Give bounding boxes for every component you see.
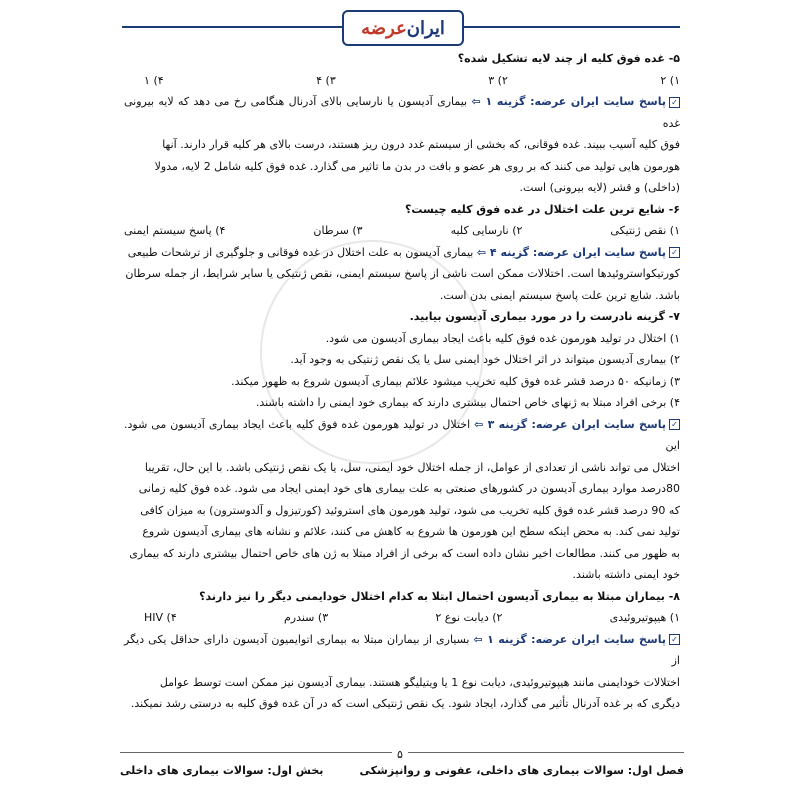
checkbox-icon: ✓ bbox=[669, 247, 680, 258]
answer-text-line: بسیاری از بیماران مبتلا به بیماری اتوایمیون آدیسون دارای حداقل یکی دیگر از bbox=[124, 632, 680, 667]
checkbox-icon: ✓ bbox=[669, 97, 680, 108]
option: ۱) ۲ bbox=[660, 73, 680, 87]
answer-text-line: خود ایمنی داشته باشند. bbox=[572, 568, 680, 581]
answer-text-line: (داخلی) و قشر (لایه بیرونی) است. bbox=[519, 181, 680, 194]
option: ۳) ۴ bbox=[316, 73, 336, 87]
footer-section: بخش اول: سوالات بیماری های داخلی bbox=[120, 764, 324, 777]
answer-label: پاسخ سایت ایران عرضه: گزینه ۱ ⇦ bbox=[471, 95, 667, 108]
option: ۴) پاسخ سیستم ایمنی bbox=[124, 224, 226, 237]
answer-text-line: که 90 درصد قشر غده فوق کلیه تخریب می شود، تولید هورمون های استروئید (کورتیزول و آلدوسترون) به میزان کافی bbox=[140, 503, 680, 517]
answer-text-line: 80درصد موارد بیماری آدیسون در کشورهای صنعتی به علت بیماری های خود ایمنی ایجاد می شود. غده فوق کلیه زمانی bbox=[138, 482, 680, 495]
option: ۲) نارسایی کلیه bbox=[450, 224, 523, 237]
checkbox-icon: ✓ bbox=[669, 419, 680, 430]
option: ۲) ۳ bbox=[488, 73, 508, 87]
footer-chapter: فصل اول: سوالات بیماری های داخلی، عفونی و روانپزشکی bbox=[359, 764, 684, 777]
question-7: ۷- گزینه نادرست را در مورد بیماری آدیسون بیابید. bbox=[409, 310, 680, 323]
option: ۳) سرطان bbox=[313, 224, 363, 237]
answer-text-line: دیگری که بر غده آدرنال تأثیر می گذارد، ایجاد شود. یک نقص ژنتیکی است که در آن غده فوق کلیه به درستی رشد نمیکند. bbox=[130, 697, 680, 710]
answer-label: پاسخ سایت ایران عرضه: گزینه ۴ ⇦ bbox=[476, 245, 666, 259]
answer-label: پاسخ سایت ایران عرضه: گزینه ۳ ⇦ bbox=[474, 417, 667, 431]
question-8-options bbox=[124, 607, 680, 629]
question-8: ۸- بیماران مبتلا به بیماری آدیسون احتمال ابتلا به کدام اختلال خودایمنی دیگر را نیز دارند؟ bbox=[199, 589, 680, 603]
question-5-options bbox=[124, 70, 680, 92]
answer-text-line: اختلال در تولید هورمون غده فوق کلیه باعث ایجاد بیماری آدیسون می شود. این bbox=[124, 417, 680, 452]
option: ۳) سندرم bbox=[283, 611, 329, 624]
footer bbox=[120, 764, 684, 777]
option: ۱) اختلال در تولید هورمون غده فوق کلیه باعث ایجاد بیماری آدیسون می شود. bbox=[325, 331, 680, 345]
header-logo-area bbox=[0, 8, 800, 48]
header-rule-left bbox=[122, 26, 342, 28]
answer-6 bbox=[124, 242, 680, 264]
option: ۳) زمانیکه ۵۰ درصد قشر غده فوق کلیه تخریب میشود علائم بیماری آدیسون شروع به ظهور میکند. bbox=[231, 374, 680, 388]
answer-text-line: هورمون هایی تولید می کنند که بر روی هر عضو و بافت در بدن ما تاثیر می گذارد. غده فوق کلیه شامل 2 لایه، مدولا bbox=[154, 159, 680, 173]
site-logo bbox=[342, 10, 464, 46]
answer-text-line: بیماری آدیسون یا نارسایی بالای آدرنال هنگامی رخ می دهد که لایه بیرونی غده bbox=[124, 95, 680, 130]
answer-text-line: تولید نمی کند. به محض اینکه سطح این هورمون ها شروع به کاهش می کنند، علائم و نشانه های بیماری آدیسون شروع bbox=[142, 525, 680, 538]
answer-text-line: فوق کلیه آسیب ببیند. غده فوقانی، که بخشی از سیستم غدد درون ریز هستند، درست بالای هر کلیه قرار دارند. آنها bbox=[162, 138, 680, 151]
answer-7 bbox=[124, 414, 680, 457]
logo-text-main: ایران bbox=[406, 17, 445, 39]
option: ۱) هیپوتیروئیدی bbox=[609, 611, 680, 624]
option: ۴) برخی افراد مبتلا به ژنهای خاص احتمال بیشتری دارند که بیماری خود ایمنی را داشته باشند. bbox=[255, 396, 680, 409]
answer-label: پاسخ سایت ایران عرضه: گزینه ۱ ⇦ bbox=[473, 632, 667, 646]
option: ۱) نقص ژنتیکی bbox=[610, 224, 680, 237]
question-5: ۵- غده فوق کلیه از چند لایه تشکیل شده؟ bbox=[457, 52, 680, 65]
option: ۲) دیابت نوع ۲ bbox=[435, 611, 503, 624]
answer-text-line: اختلال می تواند ناشی از تعدادی از عوامل، از جمله اختلال خود ایمنی، سل، یا یک نقص ژنتیکی باشد. با این حال، تقریبا bbox=[144, 460, 680, 474]
answer-8 bbox=[124, 629, 680, 672]
answer-text-line: بیماری آدیسون به علت اختلال در غده فوقانی و جلوگیری از ترشحات طبیعی bbox=[127, 245, 474, 259]
option: ۴) HIV bbox=[144, 611, 177, 624]
answer-text-line: باشد. شایع ترین علت پاسخ سیستم ایمنی بدن است. bbox=[439, 288, 680, 302]
answer-text-line: اختلالات خودایمنی مانند هیپوتیروئیدی، دیابت نوع 1 یا ویتیلیگو هستند. بیماری آدیسون نیز ممکن است توسط عوامل bbox=[159, 675, 680, 689]
answer-text-line: به ظهور می کنند. مطالعات اخیر نشان داده است که برخی از افراد مبتلا به ژن های خاص احتمال بیشتری دارند که بیماری bbox=[129, 546, 680, 560]
option: ۴) ۱ bbox=[144, 73, 164, 87]
document-body bbox=[124, 48, 680, 715]
question-6: ۶- شایع ترین علت اختلال در غده فوق کلیه چیست؟ bbox=[404, 202, 680, 216]
question-6-options bbox=[124, 220, 680, 242]
option: ۲) بیماری آدیسون میتواند در اثر اختلال خود ایمنی سل یا یک نقص ژنتیکی به وجود آید. bbox=[290, 353, 680, 366]
header-rule-right bbox=[460, 26, 680, 28]
answer-5 bbox=[124, 91, 680, 134]
logo-text-accent: عرضه bbox=[361, 17, 407, 39]
page-number: ۵ bbox=[392, 748, 408, 761]
answer-text-line: کورتیکواستروئیدها است. اختلالات ممکن است ناشی از پاسخ سیستم ایمنی، نقص ژنتیکی یا سایر شرایط، از جمله سرطان bbox=[125, 267, 680, 280]
checkbox-icon: ✓ bbox=[669, 634, 680, 645]
